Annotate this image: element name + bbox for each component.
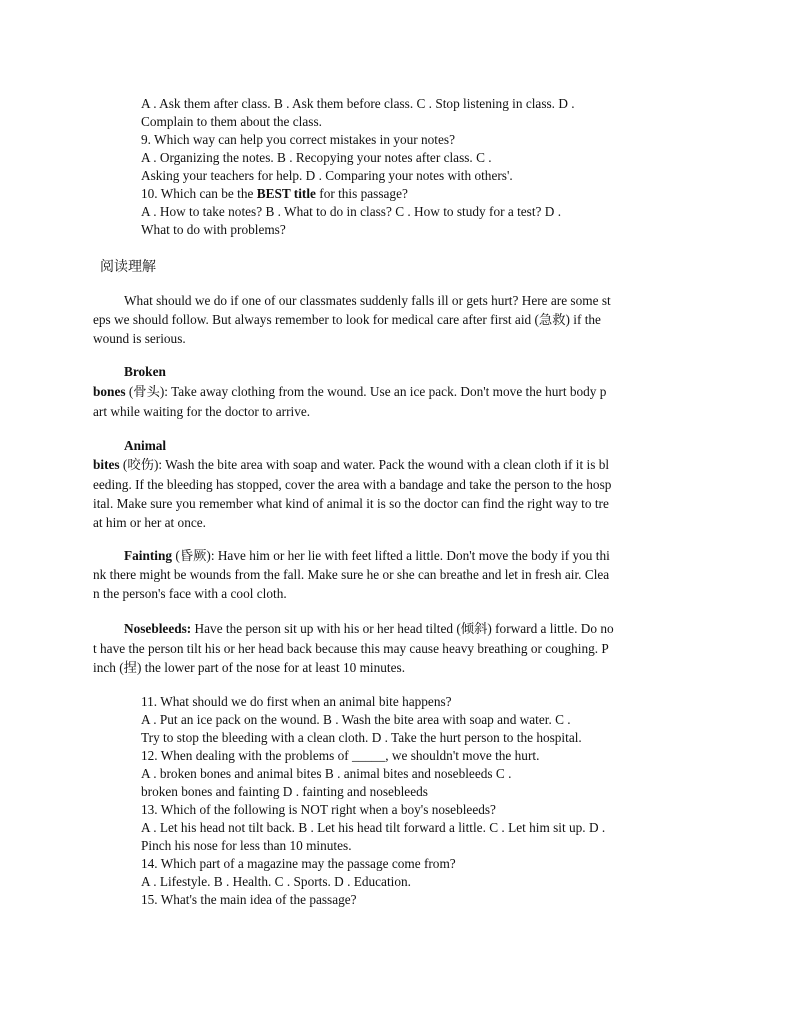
q10-options-line-1: A . How to take notes? B . What to do in class? C . How to study for a test? D . [141,204,562,219]
intro-line-1: What should we do if one of our classmates suddenly falls ill or gets hurt? Here are some st [124,293,611,308]
q9-options-line-1: A . Organizing the notes. B . Recopying your notes after class. C . [141,150,492,165]
q11-options-line-2: Try to stop the bleeding with a clean cloth. D . Take the hurt person to the hospital. [141,730,582,745]
animal-title-text: Animal [124,438,167,453]
animal-bites-line-2: eeding. If the bleeding has stopped, cover the area with a bandage and take the person to the hosp [93,477,612,492]
broken-bones-title [124,363,166,381]
q10-stem [141,185,408,203]
nosebleeds-text: Have the person sit up with his or her head tilted (倾斜) forward a little. Do no [191,621,614,636]
nosebleeds-line-2: t have the person tilt his or her head back because this may cause heavy breathing or coughing. P [93,641,609,656]
q12-options-line-2: broken bones and fainting D . fainting and nosebleeds [141,784,428,799]
q8-options-line-2: Complain to them about the class. [141,114,322,129]
q10-stem-text: 10. Which can be the [141,186,257,201]
q11-options-line-1: A . Put an ice pack on the wound. B . Wash the bite area with soap and water. C . [141,712,571,727]
animal-bites-title [124,437,166,455]
broken-title-text: Broken [124,364,166,379]
q10-options-line-2: What to do with problems? [141,222,286,237]
q11-stem: 11. What should we do first when an animal bite happens? [141,694,452,709]
fainting-line-1 [124,547,610,565]
broken-cn: (骨头) [125,384,165,399]
nosebleeds-line-3: inch (捏) the lower part of the nose for at least 10 minutes. [93,660,406,675]
fainting-line-2: nk there might be wounds from the fall. Make sure he or she can breathe and let in fresh air. Clea [93,567,610,582]
q9-options-line-2: Asking your teachers for help. D . Comparing your notes with others'. [141,168,513,183]
broken-bones-line-2: art while waiting for the doctor to arrive. [93,404,311,419]
animal-bites-line-1 [93,456,609,474]
q14-options: A . Lifestyle. B . Health. C . Sports. D . Education. [141,874,411,889]
broken-term: bones [93,384,126,399]
fainting-line-3: n the person's face with a cool cloth. [93,586,287,601]
animal-text: : Wash the bite area with soap and water. Pack the wound with a clean cloth if it is bl [158,457,610,472]
animal-term: bites [93,457,120,472]
q12-stem: 12. When dealing with the problems of _____, we shouldn't move the hurt. [141,748,540,763]
intro-line-3: wound is serious. [93,331,186,346]
q13-options-line-2: Pinch his nose for less than 10 minutes. [141,838,352,853]
nosebleeds-line-1 [124,620,614,638]
q13-stem: 13. Which of the following is NOT right when a boy's nosebleeds? [141,802,496,817]
section-heading: 阅读理解 [100,259,156,275]
fainting-text: : Have him or her lie with feet lifted a little. Don't move the body if you thi [210,548,610,563]
animal-bites-line-4: at him or her at once. [93,515,206,530]
nosebleeds-term: Nosebleeds: [124,621,192,636]
broken-bones-line-1 [93,383,606,401]
q10-stem-tail: for this passage? [315,186,408,201]
q9-stem: 9. Which way can help you correct mistakes in your notes? [141,132,455,147]
fainting-term: Fainting [124,548,173,563]
broken-text: : Take away clothing from the wound. Use an ice pack. Don't move the hurt body p [164,384,607,399]
animal-cn: (咬伤) [119,457,159,472]
q12-options-line-1: A . broken bones and animal bites B . animal bites and nosebleeds C . [141,766,512,781]
q13-options-line-1: A . Let his head not tilt back. B . Let his head tilt forward a little. C . Let him sit up. D . [141,820,606,835]
q10-stem-bold: BEST title [256,186,316,201]
q8-options-line-1: A . Ask them after class. B . Ask them before class. C . Stop listening in class. D . [141,96,575,111]
fainting-cn: (昏厥) [172,548,211,563]
animal-bites-line-3: ital. Make sure you remember what kind of animal it is so the doctor can find the right way to tre [93,496,609,511]
q14-stem: 14. Which part of a magazine may the passage come from? [141,856,456,871]
q15-stem: 15. What's the main idea of the passage? [141,892,357,907]
intro-line-2: eps we should follow. But always remember to look for medical care after first aid (急救) if the [93,312,601,327]
